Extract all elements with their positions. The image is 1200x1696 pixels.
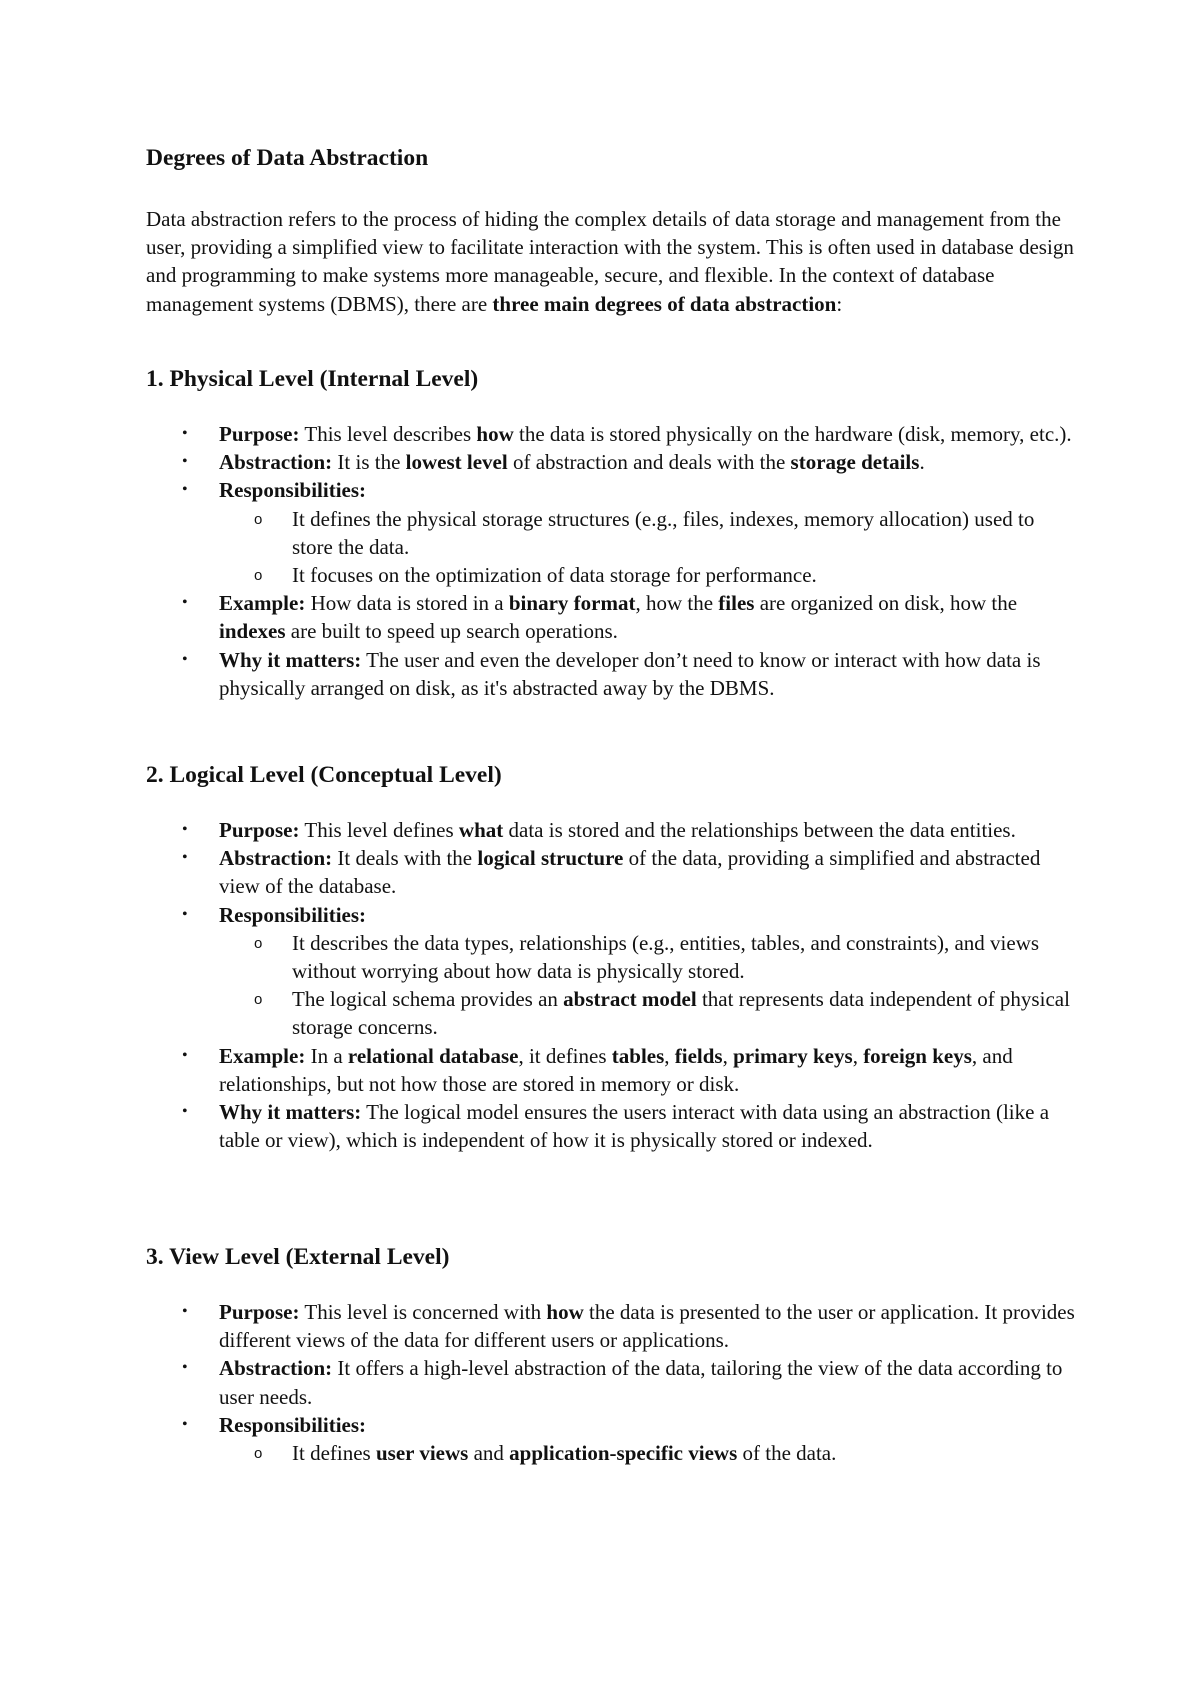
list-item-purpose: • Purpose: This level defines what data is stored and the relationships between the data entities. [146, 816, 1076, 844]
intro-bold: three main degrees of data abstraction [492, 291, 837, 316]
list-item-purpose: • Purpose: This level describes how the data is stored physically on the hardware (disk, memory, etc.). [146, 420, 1076, 448]
list-item-why-it-matters: • Why it matters: The logical model ensures the users interact with data using an abstraction (like a table or view), which is independent of how it is physically stored or indexed. [182, 1100, 1050, 1153]
view-level-list [146, 1298, 1076, 1467]
bullet-icon: • [182, 905, 188, 923]
bullet-icon: • [182, 425, 188, 442]
intro-end: : [836, 291, 843, 316]
logical-level-list [146, 816, 1076, 1154]
physical-level-list [146, 420, 1076, 702]
responsibilities-sublist [146, 1439, 1076, 1467]
document-title: Degrees of Data Abstraction [146, 145, 429, 171]
bullet-icon: • [182, 1103, 188, 1121]
sub-bullet-icon: o [254, 510, 263, 528]
list-item-responsibilities: • Responsibilities: o It defines the physical storage structures (e.g., files, indexes, memory allocation) used to store the data. o It focuses on the optimization of data storage for performance. [146, 476, 1076, 589]
list-item-abstraction: • Abstraction: It offers a high-level abstraction of the data, tailoring the view of the data according to user needs. [182, 1356, 1063, 1409]
bullet-icon: • [182, 453, 188, 471]
list-item-abstraction: • Abstraction: It is the lowest level of abstraction and deals with the storage details. [146, 448, 1076, 476]
list-item-example: • Example: In a relational database, it defines tables, fields, primary keys, foreign keys, and relationships, but not how those are stored in memory or disk. [182, 1043, 1013, 1096]
bullet-icon: • [182, 594, 188, 612]
sub-list-item: o It defines the physical storage structures (e.g., files, indexes, memory allocation) used to store the data. [254, 506, 1035, 559]
bullet-icon: • [182, 650, 188, 668]
bullet-icon: • [182, 481, 188, 499]
list-item-why-it-matters: • Why it matters: The user and even the developer don’t need to know or interact with how data is physically arranged on disk, as it's abstracted away by the DBMS. [182, 647, 1041, 700]
sub-list-item: o It focuses on the optimization of data storage for performance. [146, 561, 1076, 589]
list-item-abstraction: • Abstraction: It deals with the logical structure of the data, providing a simplified and abstracted view of the database. [182, 846, 1041, 899]
sub-bullet-icon: o [254, 991, 263, 1009]
list-item-responsibilities: • Responsibilities: o It defines user views and application-specific views of the data. [146, 1411, 1076, 1467]
sub-bullet-icon: o [254, 934, 263, 952]
list-item-example: • Example: How data is stored in a binary format, how the files are organized on disk, how the indexes are built to speed up search operations. [182, 591, 1018, 644]
intro-text: Data abstraction refers to the process of hiding the complex details of data storage and management from the user, providing a simplified view to facilitate interaction with the system. This is often used in database design and programming to make systems more manageable, secure, and flexible. In the context of database management systems (DBMS), there are [146, 207, 1074, 316]
list-item-purpose: • Purpose: This level is concerned with how the data is presented to the user or application. It provides different views of the data for different users or applications. [182, 1300, 1075, 1353]
responsibilities-sublist [146, 929, 1076, 1042]
sub-list-item: o It describes the data types, relationships (e.g., entities, tables, and constraints), and views without worrying about how data is physically stored. [254, 930, 1040, 984]
sub-bullet-icon: o [254, 567, 263, 585]
bullet-icon: • [182, 1303, 188, 1320]
section-heading-logical: 2. Logical Level (Conceptual Level) [146, 762, 502, 788]
responsibilities-sublist [146, 505, 1076, 590]
bullet-icon: • [182, 1046, 188, 1064]
list-item-responsibilities: • Responsibilities: o It describes the data types, relationships (e.g., entities, tables, and constraints), and views without worrying about how data is physically stored. o The logical schema provides an abstract model that represents data independent of physical storage concerns. [146, 901, 1076, 1042]
sub-list-item: o The logical schema provides an abstract model that represents data independent of physical storage concerns. [254, 987, 1070, 1040]
bullet-icon: • [182, 1415, 188, 1433]
bullet-icon: • [182, 849, 188, 867]
bullet-icon: • [182, 821, 188, 838]
bullet-icon: • [182, 1359, 188, 1377]
section-heading-view: 3. View Level (External Level) [146, 1244, 450, 1270]
sub-bullet-icon: o [254, 1445, 263, 1463]
intro-paragraph [146, 205, 1076, 318]
sub-list-item: o It defines user views and application-specific views of the data. [146, 1439, 1076, 1467]
section-heading-physical: 1. Physical Level (Internal Level) [146, 366, 479, 392]
